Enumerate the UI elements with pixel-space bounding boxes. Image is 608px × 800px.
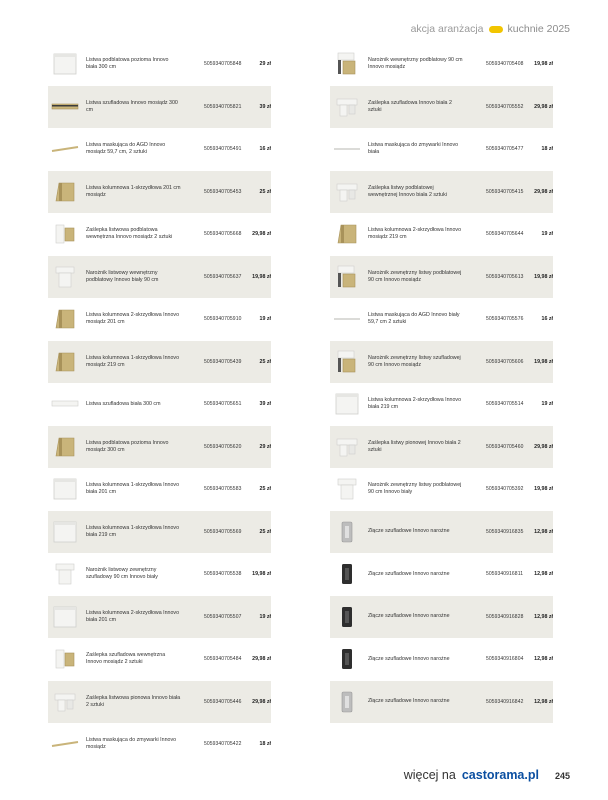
rail-white-icon bbox=[48, 386, 81, 422]
product-price: 19 zł bbox=[541, 231, 553, 238]
corner-white-icon bbox=[48, 259, 81, 295]
product-row[interactable] bbox=[330, 171, 553, 214]
product-name: Listwa kolumnowa 2-skrzydłowa Innovo mosiądz 201 cm bbox=[86, 312, 180, 326]
product-price: 12,98 zł bbox=[534, 613, 553, 620]
product-ean: 5059340705569 bbox=[204, 528, 242, 535]
product-row[interactable] bbox=[330, 553, 553, 596]
product-name: Zaślepka szufladowa Innovo biała 2 sztuki bbox=[368, 99, 452, 113]
website-link[interactable]: castorama.pl bbox=[461, 768, 539, 782]
product-price: 29,98 zł bbox=[534, 103, 553, 110]
right-product-column bbox=[330, 43, 553, 723]
product-price: 19 zł bbox=[259, 316, 271, 323]
product-name: Listwa szufladowa biała 300 cm bbox=[86, 400, 161, 407]
wall-profile-white-icon bbox=[330, 386, 363, 422]
product-row[interactable] bbox=[48, 426, 271, 469]
product-name: Złącze szufladowe Innovo narożne bbox=[368, 528, 450, 535]
product-name: Narożnik wewnętrzny podblatowy 90 cm Innovo mosiądz bbox=[368, 57, 463, 71]
product-price: 29,98 zł bbox=[252, 656, 271, 663]
rod-brass-icon bbox=[48, 131, 81, 167]
product-row[interactable] bbox=[330, 43, 553, 86]
wall-profile-white-icon bbox=[48, 46, 81, 82]
product-row[interactable] bbox=[330, 511, 553, 554]
product-price: 25 zł bbox=[259, 188, 271, 195]
product-name: Listwa kolumnowa 1-skrzydłowa Innovo biała 219 cm bbox=[86, 524, 180, 538]
product-ean: 5059340705620 bbox=[204, 443, 242, 450]
cap-white-icon bbox=[330, 174, 363, 210]
product-price: 12,98 zł bbox=[534, 698, 553, 705]
product-price: 25 zł bbox=[259, 486, 271, 493]
product-row[interactable] bbox=[48, 341, 271, 384]
product-price: 16 zł bbox=[259, 146, 271, 153]
product-ean: 5059340705507 bbox=[204, 613, 242, 620]
product-row[interactable] bbox=[330, 681, 553, 724]
connector-dark-icon bbox=[330, 599, 363, 635]
profile-brass-icon bbox=[330, 216, 363, 252]
product-price: 39 zł bbox=[259, 401, 271, 408]
product-name: Listwa kolumnowa 2-skrzydłowa Innovo mosiądz 219 cm bbox=[368, 227, 462, 241]
product-ean: 5059340705552 bbox=[486, 103, 524, 110]
cap-white-icon bbox=[330, 429, 363, 465]
product-price: 25 zł bbox=[259, 528, 271, 535]
product-price: 12,98 zł bbox=[534, 528, 553, 535]
product-row[interactable] bbox=[330, 298, 553, 341]
product-row[interactable] bbox=[48, 468, 271, 511]
product-ean: 5059340916835 bbox=[486, 528, 524, 535]
category-label: kuchnie 2025 bbox=[507, 23, 570, 35]
product-row[interactable] bbox=[48, 128, 271, 171]
product-row[interactable] bbox=[330, 86, 553, 129]
product-price: 19,98 zł bbox=[252, 273, 271, 280]
product-ean: 5059340916811 bbox=[486, 571, 524, 578]
cap-brass-icon bbox=[48, 641, 81, 677]
left-product-column bbox=[48, 43, 271, 766]
product-name: Listwa maskująca do AGD Innovo biały 59,7 cm 2 sztuki bbox=[368, 312, 460, 326]
corner-white-icon bbox=[330, 471, 363, 507]
rail-brass-icon bbox=[48, 89, 81, 125]
product-row[interactable] bbox=[330, 213, 553, 256]
product-row[interactable] bbox=[48, 86, 271, 129]
product-ean: 5059340916828 bbox=[486, 613, 524, 620]
product-name: Złącze szufladowe Innovo narożne bbox=[368, 698, 450, 705]
product-row[interactable] bbox=[330, 128, 553, 171]
product-name: Narożnik listwowy zewnętrzny szufladowy 90 cm Innovo biały bbox=[86, 567, 158, 581]
product-ean: 5059340705821 bbox=[204, 103, 242, 110]
product-ean: 5059340705910 bbox=[204, 316, 242, 323]
product-name: Listwa kolumnowa 2-skrzydłowa Innovo biała 219 cm bbox=[368, 397, 462, 411]
product-row[interactable] bbox=[48, 596, 271, 639]
profile-brass-icon bbox=[48, 301, 81, 337]
product-name: Listwa kolumnowa 2-skrzydłowa Innovo biała 201 cm bbox=[86, 609, 180, 623]
product-ean: 5059340705439 bbox=[204, 358, 242, 365]
product-ean: 5059340705848 bbox=[204, 61, 242, 68]
profile-brass-icon bbox=[48, 429, 81, 465]
product-name: Narożnik zewnętrzny listwy szufladowej 90 cm Innovo mosiądz bbox=[368, 354, 461, 368]
product-ean: 5059340916804 bbox=[486, 656, 524, 663]
product-ean: 5059340705583 bbox=[204, 486, 242, 493]
product-row[interactable] bbox=[48, 383, 271, 426]
product-name: Narożnik zewnętrzny listwy podblatowej 90 cm Innovo biały bbox=[368, 482, 462, 496]
product-price: 19 zł bbox=[541, 401, 553, 408]
product-name: Złącze szufladowe Innovo narożne bbox=[368, 570, 450, 577]
page-footer bbox=[404, 768, 570, 782]
product-price: 19,98 zł bbox=[534, 486, 553, 493]
product-ean: 5059340705453 bbox=[204, 188, 242, 195]
campaign-label: akcja aranżacja bbox=[410, 23, 484, 35]
product-name: Zaślepka listwy pionowej Innovo biała 2 sztuki bbox=[368, 439, 461, 453]
product-price: 19,98 zł bbox=[534, 358, 553, 365]
product-price: 12,98 zł bbox=[534, 571, 553, 578]
product-price: 19,98 zł bbox=[252, 571, 271, 578]
profile-brass-icon bbox=[48, 174, 81, 210]
product-name: Listwa maskująca do zmywarki Innovo mosiądz bbox=[86, 737, 177, 751]
product-name: Listwa podblatowa pozioma Innovo biała 300 cm bbox=[86, 57, 169, 71]
product-ean: 5059340705491 bbox=[204, 146, 242, 153]
product-price: 19 zł bbox=[259, 613, 271, 620]
connector-dark-icon bbox=[330, 641, 363, 677]
product-price: 25 zł bbox=[259, 358, 271, 365]
product-ean: 5059340705477 bbox=[486, 146, 524, 153]
product-price: 29,98 zł bbox=[534, 188, 553, 195]
product-name: Zaślepka szufladowa wewnętrzna Innovo mosiądz 2 sztuki bbox=[86, 652, 166, 666]
product-ean: 5059340705613 bbox=[486, 273, 524, 280]
rod-brass-icon bbox=[48, 726, 81, 762]
product-price: 39 zł bbox=[259, 103, 271, 110]
product-row[interactable] bbox=[48, 171, 271, 214]
product-row[interactable] bbox=[330, 341, 553, 384]
wall-profile-white-icon bbox=[48, 514, 81, 550]
product-row[interactable] bbox=[48, 213, 271, 256]
product-price: 16 zł bbox=[541, 316, 553, 323]
product-row[interactable] bbox=[48, 553, 271, 596]
product-ean: 5059340705484 bbox=[204, 656, 242, 663]
connector-grey-icon bbox=[330, 514, 363, 550]
product-price: 19,98 zł bbox=[534, 273, 553, 280]
product-name: Listwa podblatowa pozioma Innovo mosiądz 300 cm bbox=[86, 439, 169, 453]
page-header bbox=[411, 22, 570, 36]
product-row[interactable] bbox=[48, 681, 271, 724]
cap-white-icon bbox=[330, 89, 363, 125]
product-ean: 5059340705644 bbox=[486, 231, 524, 238]
cap-brass-icon bbox=[48, 216, 81, 252]
product-row[interactable] bbox=[330, 256, 553, 299]
footer-more-text: więcej na bbox=[403, 768, 456, 782]
yellow-pill-icon bbox=[489, 26, 503, 33]
product-row[interactable] bbox=[48, 298, 271, 341]
product-price: 18 zł bbox=[259, 741, 271, 748]
product-name: Listwa maskująca do zmywarki Innovo biała bbox=[368, 142, 459, 156]
rod-white-icon bbox=[330, 131, 363, 167]
product-ean: 5059340705637 bbox=[204, 273, 242, 280]
product-name: Listwa kolumnowa 1-skrzydłowa 201 cm mosiądz bbox=[86, 184, 181, 198]
product-ean: 5059340705538 bbox=[204, 571, 242, 578]
product-row[interactable] bbox=[330, 638, 553, 681]
product-name: Narożnik listwowy wewnętrzny podblatowy Innovo biały 90 cm bbox=[86, 269, 159, 283]
product-ean: 5059340705408 bbox=[486, 61, 524, 68]
wall-profile-white-icon bbox=[48, 599, 81, 635]
page-number: 245 bbox=[554, 771, 570, 781]
corner-brass-icon bbox=[330, 259, 363, 295]
corner-brass-icon bbox=[330, 344, 363, 380]
product-name: Złącze szufladowe Innovo narożne bbox=[368, 613, 450, 620]
product-name: Listwa kolumnowa 1-skrzydłowa Innovo mosiądz 219 cm bbox=[86, 354, 180, 368]
connector-dark-icon bbox=[330, 556, 363, 592]
product-ean: 5059340705446 bbox=[204, 698, 242, 705]
product-row[interactable] bbox=[48, 256, 271, 299]
product-ean: 5059340705460 bbox=[486, 443, 524, 450]
product-price: 29,98 zł bbox=[252, 231, 271, 238]
product-row[interactable] bbox=[48, 43, 271, 86]
product-price: 29,98 zł bbox=[252, 698, 271, 705]
profile-brass-icon bbox=[48, 344, 81, 380]
product-name: Narożnik zewnętrzny listwy podblatowej 90 cm Innovo mosiądz bbox=[368, 269, 462, 283]
product-price: 18 zł bbox=[541, 146, 553, 153]
product-ean: 5059340705668 bbox=[204, 231, 242, 238]
corner-brass-icon bbox=[330, 46, 363, 82]
product-price: 29 zł bbox=[259, 443, 271, 450]
product-row[interactable] bbox=[330, 383, 553, 426]
product-row[interactable] bbox=[330, 596, 553, 639]
product-ean: 5059340705651 bbox=[204, 401, 242, 408]
product-ean: 5059340705415 bbox=[486, 188, 524, 195]
product-ean: 5059340705422 bbox=[204, 741, 242, 748]
product-price: 29,98 zł bbox=[534, 443, 553, 450]
product-row[interactable] bbox=[330, 468, 553, 511]
product-name: Zaślepka listwy podblatowej wewnętrznej Innovo biała 2 sztuki bbox=[368, 184, 447, 198]
product-price: 12,98 zł bbox=[534, 656, 553, 663]
product-row[interactable] bbox=[48, 511, 271, 554]
product-row[interactable] bbox=[48, 638, 271, 681]
product-ean: 5059340705392 bbox=[486, 486, 524, 493]
product-name: Listwa maskująca do AGD Innovo mosiądz 59,7 cm, 2 sztuki bbox=[86, 142, 166, 156]
product-price: 29 zł bbox=[259, 61, 271, 68]
wall-profile-white-icon bbox=[48, 471, 81, 507]
product-name: Zaślepka listwowa pionowa Innovo biała 2 sztuki bbox=[86, 694, 181, 708]
product-name: Listwa kolumnowa 1-skrzydłowa Innovo biała 201 cm bbox=[86, 482, 180, 496]
product-row[interactable] bbox=[330, 426, 553, 469]
product-ean: 5059340705514 bbox=[486, 401, 524, 408]
product-name: Listwa szufladowa Innovo mosiądz 300 cm bbox=[86, 99, 178, 113]
cap-white-icon bbox=[48, 684, 81, 720]
product-ean: 5059340705606 bbox=[486, 358, 524, 365]
connector-grey-icon bbox=[330, 684, 363, 720]
rod-white-icon bbox=[330, 301, 363, 337]
product-name: Złącze szufladowe Innovo narożne bbox=[368, 655, 450, 662]
product-name: Zaślepka listwowa podblatowa wewnętrzna Innovo mosiądz 2 sztuki bbox=[86, 227, 173, 241]
product-ean: 5059340916842 bbox=[486, 698, 524, 705]
corner-white-icon bbox=[48, 556, 81, 592]
product-ean: 5059340705576 bbox=[486, 316, 524, 323]
product-price: 19,98 zł bbox=[534, 61, 553, 68]
product-row[interactable] bbox=[48, 723, 271, 766]
